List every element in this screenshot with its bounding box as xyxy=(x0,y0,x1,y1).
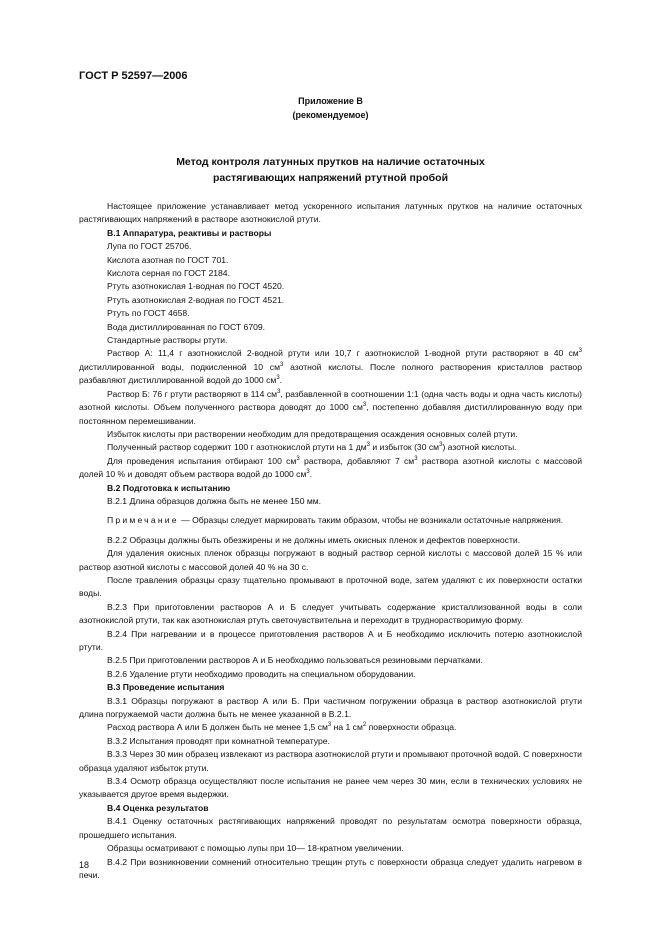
document-body xyxy=(79,200,582,882)
clause-b3-2: В.3.2 Испытания проводят при комнатной температуре. xyxy=(107,735,330,746)
clause-b2-2-oxide: Для удаления окисных пленок образцы погружают в водный раствор серной кислоты с массовой долей 15 % или раствор азотной кислоты с массовой долей 40 % на 30 с. xyxy=(79,548,582,572)
clause-b4-2: В.4.2 При возникновении сомнений относительно трещин ртуть с поверхности образца следует удалить нагревом в печи. xyxy=(79,856,582,880)
solution-b-paragraph: Раствор Б: 76 г ртути растворяют в 114 $см^3$, разбавленной в соотношении 1:1 (одна часть воды и одна часть кислоты) азотной кислоты. Объем полученного раствора доводят до 1000 $см^3$, постепенно добавляя дистиллированную воду при постоянном перемешивании. xyxy=(79,388,582,426)
contains-paragraph: Полученный раствор содержит 100 г азотнокислой ртути на 1 $дм^3$ и избыток (30 $см^3$) азотной кислоты. xyxy=(107,442,517,453)
page-number: 18 xyxy=(79,860,90,870)
title-line-2: растягивающих напряжений ртутной пробой xyxy=(212,172,449,184)
note-paragraph: Примечание — Образцы следует маркировать таким образом, чтобы не возникали остаточные напряжения. xyxy=(107,515,564,526)
list-item: Кислота серная по ГОСТ 2184. xyxy=(107,268,230,279)
section-b3-heading: В.3 Проведение испытания xyxy=(107,682,225,693)
clause-b2-6: В.2.6 Удаление ртути необходимо проводить на специальном оборудовании. xyxy=(107,668,416,679)
clause-b2-2-rinse: После травления образцы сразу тщательно промывают в проточной воде, затем удаляют с их поверхности остатки воды. xyxy=(79,574,582,599)
list-item: Лупа по ГОСТ 25706. xyxy=(107,241,192,252)
section-b4-heading: В.4 Оценка результатов xyxy=(107,802,209,813)
list-item: Кислота азотная по ГОСТ 701. xyxy=(107,254,229,265)
test-prep-paragraph: Для проведения испытания отбирают 100 $см^3$ раствора, добавляют 7 $см^3$ раствора азотной кислоты с массовой долей 10 % и доводят объем раствора водой до 1000 $см^3$. xyxy=(79,455,582,480)
clause-b2-3: В.2.3 При приготовлении растворов А и Б следует учитывать содержание кристаллизованной воды в соли азотнокислой ртути, так как азотнокислая ртуть светочувствительна и переходит в труднорастворимую форму. xyxy=(79,601,582,626)
solution-a-paragraph: Раствор А: 11,4 г азотнокислой 2-водной ртути или 10,7 г азотнокислой 1-водной ртути растворяют в 40 $см^3$ дистиллированной воды, подкисленной 10 $см^3$ азотной кислоты. После полного растворения кристаллов раствор разбавляют дистиллированной водой до 1000 $см^3$. xyxy=(79,348,582,386)
list-item: Вода дистиллированная по ГОСТ 6709. xyxy=(107,321,266,332)
clause-b2-4: В.2.4 При нагревании и в процессе приготовления растворов А и Б необходимо исключить потерю азотнокислой ртути. xyxy=(79,628,582,652)
clause-b2-2: В.2.2 Образцы должны быть обезжирены и не должны иметь окисных пленок и дефектов поверхности. xyxy=(107,534,521,545)
appendix-status: (рекомендуемое) xyxy=(292,110,369,120)
note-label: Примечание xyxy=(107,515,179,526)
list-item: Ртуть азотнокислая 2-водная по ГОСТ 4521. xyxy=(107,294,285,305)
standard-header: ГОСТ Р 52597—2006 xyxy=(79,70,188,82)
list-item: Ртуть азотнокислая 1-водная по ГОСТ 4520. xyxy=(107,281,285,292)
clause-b4-1: В.4.1 Оценку остаточных растягивающих напряжений проводят по результатам осмотра поверхности образца, прошедшего испытания. xyxy=(79,816,582,840)
clause-b3-1: В.3.1 Образцы погружают в раствор А или Б. При частичном погружении образца в раствор азотнокислой ртути длина погружаемой части должна быть не менее указанной в В.2.1. xyxy=(79,695,582,720)
clause-b2-1: В.2.1 Длина образцов должна быть не менее 150 мм. xyxy=(107,495,322,506)
intro-paragraph: Настоящее приложение устанавливает метод ускоренного испытания латунных прутков на наличие остаточных растягивающих напряжений в растворе азотнокислой ртути. xyxy=(79,201,582,225)
clause-b4-1-magnify: Образцы осматривают с помощью лупы при 10— 18-кратном увеличении. xyxy=(107,843,404,854)
excess-acid-paragraph: Избыток кислоты при растворении необходим для предотвращения осаждения основных солей ртути. xyxy=(107,428,518,439)
list-item: Ртуть по ГОСТ 4658. xyxy=(107,308,190,319)
flow-paragraph: Расход раствора А или Б должен быть не менее 1,5 $см^3$ на 1 $см^2$ поверхности образца. xyxy=(107,722,457,733)
title-line-1: Метод контроля латунных прутков на наличие остаточных xyxy=(176,156,485,168)
section-b2-heading: В.2 Подготовка к испытанию xyxy=(107,482,231,493)
list-item: Стандартные растворы ртути. xyxy=(107,335,228,346)
appendix-label: Приложение В xyxy=(298,96,363,106)
clause-b2-5: В.2.5 При приготовлении растворов А и Б необходимо пользоваться резиновыми перчатками. xyxy=(107,655,483,666)
clause-b3-3: В.3.3 Через 30 мин образец извлекают из раствора азотнокислой ртути и промывают проточной водой. С поверхности образца удаляют избыток ртути. xyxy=(79,749,582,773)
section-b1-heading: В.1 Аппаратура, реактивы и растворы xyxy=(107,227,272,238)
clause-b3-4: В.3.4 Осмотр образца осуществляют после испытания не ранее чем через 30 мин, если в технических условиях не указывается другое время выдержки. xyxy=(79,776,582,800)
